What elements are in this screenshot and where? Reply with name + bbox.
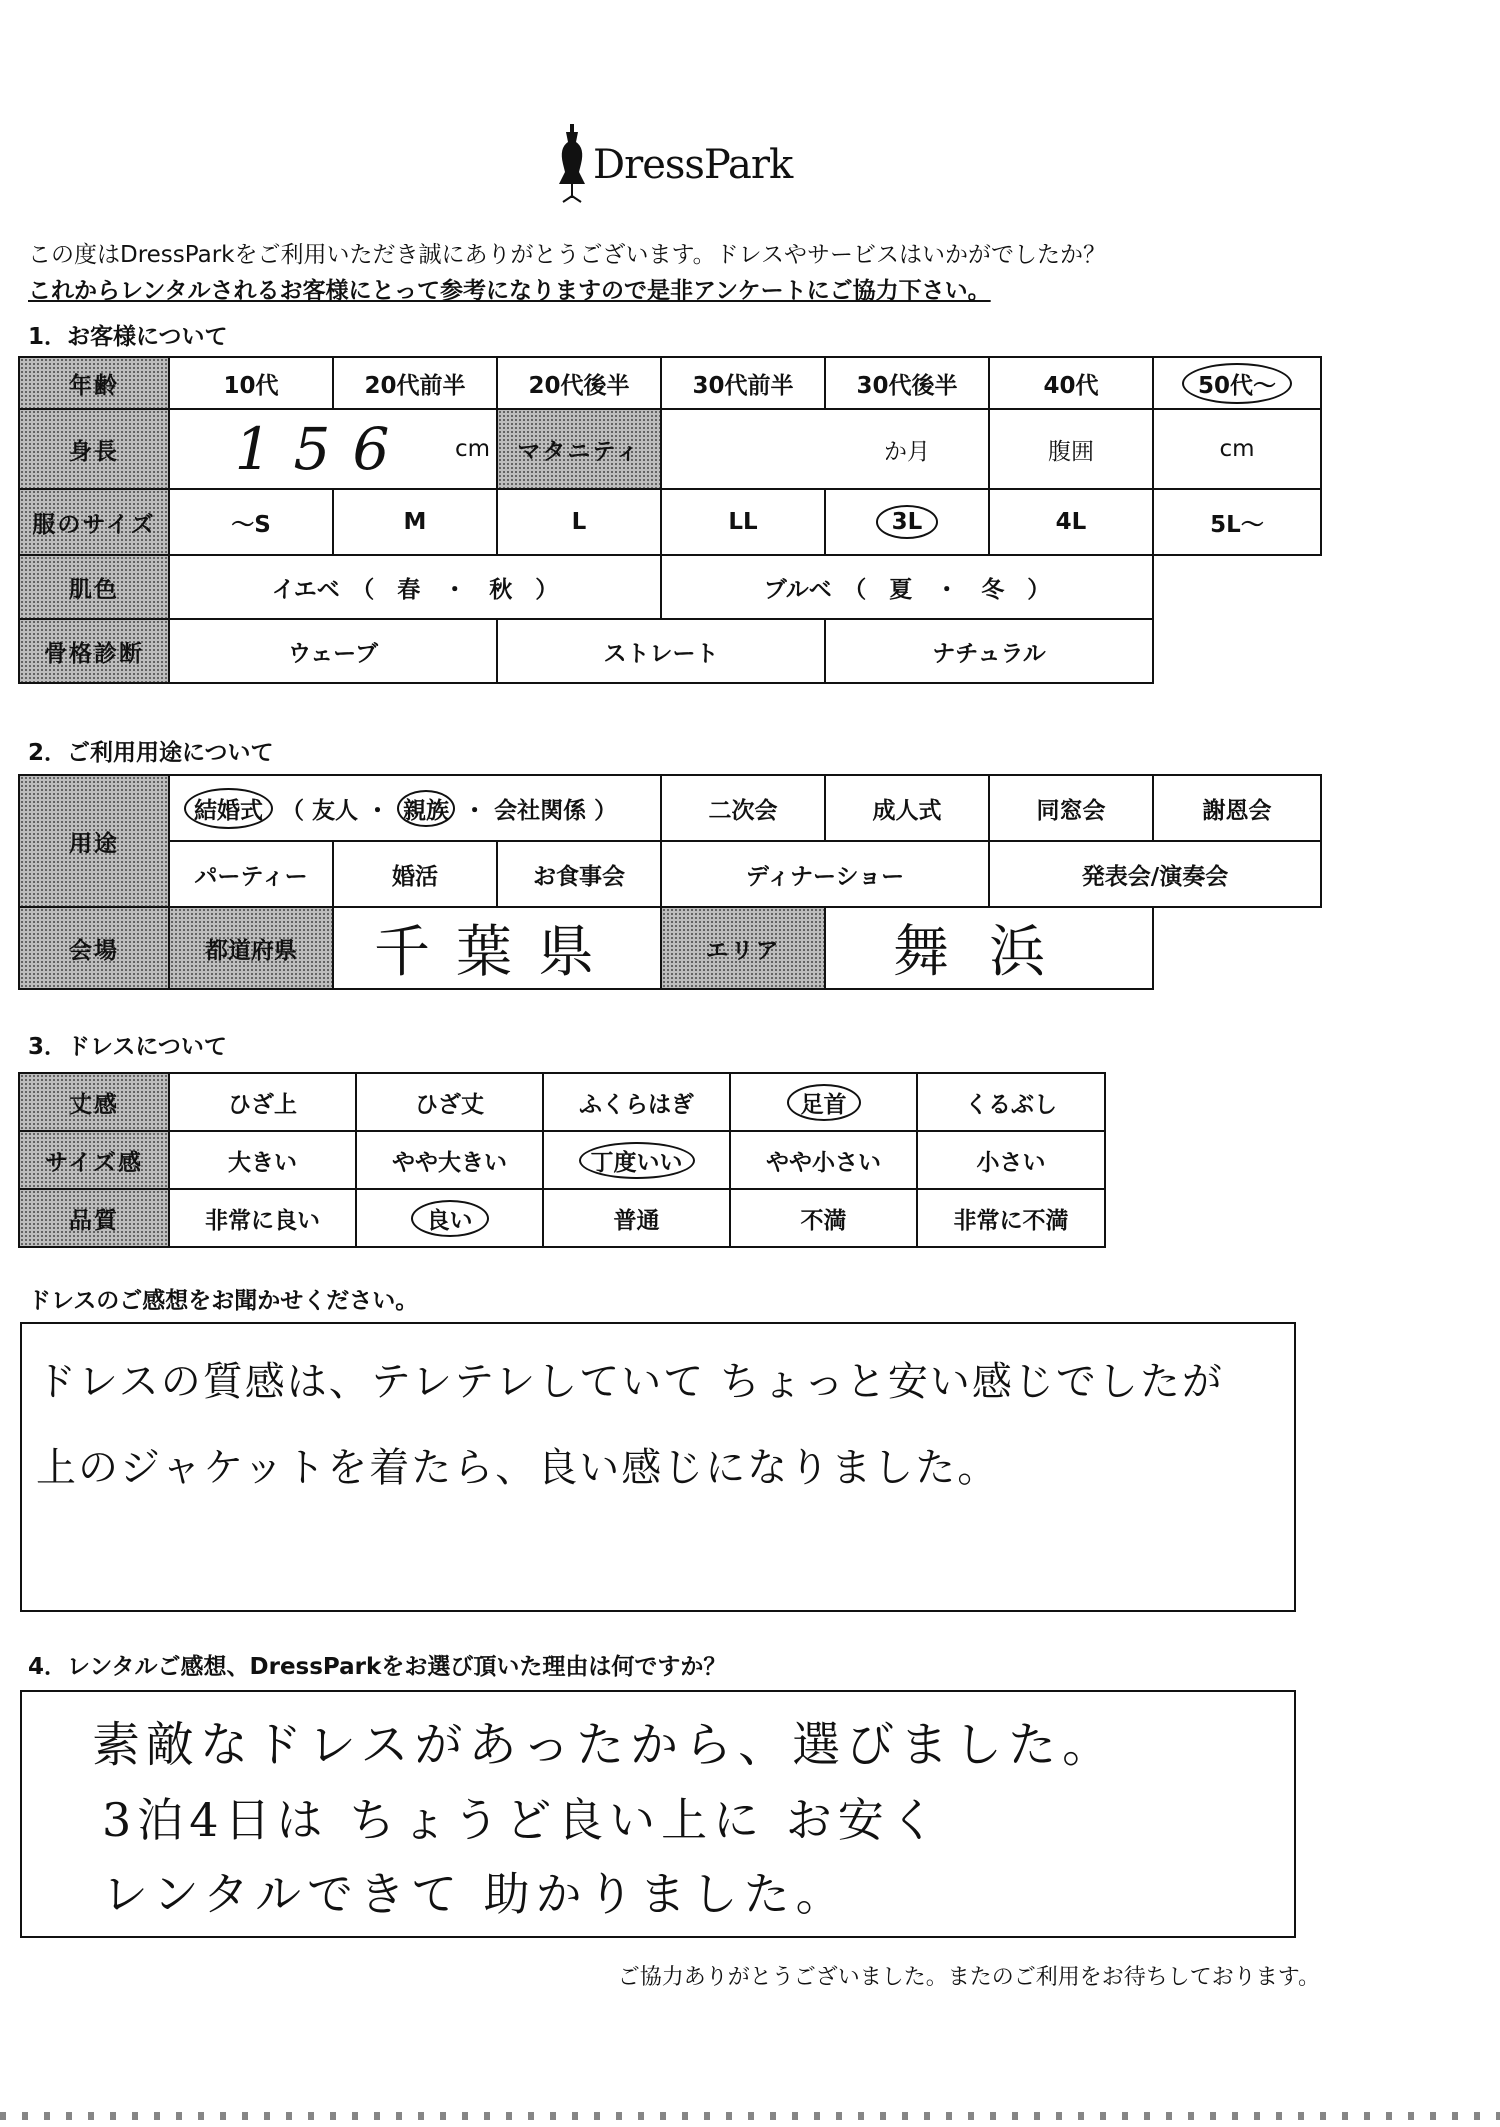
fit-option-slightly-small[interactable]: やや小さい: [730, 1131, 917, 1189]
purpose-dinner-show-option[interactable]: ディナーショー: [661, 841, 989, 907]
usage-table: [18, 774, 1322, 990]
fit-label: サイズ感: [19, 1131, 169, 1189]
wedding-separator-1: ・: [366, 797, 390, 824]
age-option-early-30s[interactable]: 30代前半: [661, 357, 825, 409]
age-option-50s-plus[interactable]: [1153, 357, 1321, 409]
impression-title: ドレスのご感想をお聞かせください。: [28, 1288, 419, 1314]
frame-option-wave[interactable]: ウェーブ: [169, 619, 497, 683]
age-selected-mark: 50代～: [1182, 363, 1292, 404]
reason-line-3: レンタルできて 助かりました。: [102, 1867, 848, 1921]
purpose-label: 用途: [19, 775, 169, 907]
impression-line-2: 上のジャケットを着たら、良い感じになりました。: [36, 1445, 1000, 1491]
waist-label: 腹囲: [989, 409, 1153, 489]
intro-request: これからレンタルされるお客様にとって参考になりますので是非アンケートにご協力下さい。: [28, 278, 991, 304]
size-option-5l[interactable]: 5L～: [1153, 489, 1321, 555]
reason-line-1: 素敵なドレスがあったから、選びました。: [92, 1717, 1117, 1773]
section2-title: 2．ご利用用途について: [28, 740, 274, 766]
fit-option-small[interactable]: 小さい: [917, 1131, 1105, 1189]
size-row: [19, 489, 1321, 555]
age-label: 年齢: [19, 357, 169, 409]
size-selected-mark: 3L: [876, 505, 939, 539]
wedding-separator-2: ・: [463, 797, 487, 824]
section3-title: 3．ドレスについて: [28, 1034, 227, 1060]
length-label: 丈感: [19, 1073, 169, 1131]
reason-answer-box[interactable]: [20, 1690, 1296, 1938]
wedding-family-selected-mark[interactable]: 親族: [397, 790, 455, 827]
length-option-above-knee[interactable]: ひざ上: [169, 1073, 356, 1131]
reason-line-2: 3泊4日は ちょうど良い上に お安く: [102, 1793, 942, 1847]
skin-row: [19, 555, 1321, 619]
purpose-dinner-option[interactable]: お食事会: [497, 841, 661, 907]
length-option-ankle[interactable]: [730, 1073, 917, 1131]
area-field[interactable]: [825, 907, 1153, 989]
frame-option-natural[interactable]: ナチュラル: [825, 619, 1153, 683]
impression-line-1: ドレスの質感は、テレテレしていて ちょっと安い感じでしたが: [36, 1359, 1224, 1405]
fit-option-just-right[interactable]: [543, 1131, 730, 1189]
size-option-3l[interactable]: [825, 489, 989, 555]
age-option-40s[interactable]: 40代: [989, 357, 1153, 409]
skin-yellow-option[interactable]: イエベ （ 春 ・ 秋 ）: [169, 555, 661, 619]
section1-title: 1．お客様について: [28, 324, 228, 350]
area-value: 舞浜: [893, 920, 1085, 985]
wedding-friend-option[interactable]: 友人: [312, 797, 359, 824]
frame-label: 骨格診断: [19, 619, 169, 683]
quality-option-very-unsatisfied[interactable]: 非常に不満: [917, 1189, 1105, 1247]
skin-label: 肌色: [19, 555, 169, 619]
size-label: 服のサイズ: [19, 489, 169, 555]
quality-option-good[interactable]: [356, 1189, 543, 1247]
frame-option-straight[interactable]: ストレート: [497, 619, 825, 683]
dress-form-icon: [555, 124, 589, 204]
age-option-late-30s[interactable]: 30代後半: [825, 357, 989, 409]
intro-text: この度はDressParkをご利用いただき誠にありがとうございます。ドレスやサービスはいかがでしたか？: [28, 242, 1106, 268]
length-option-calf[interactable]: ふくらはぎ: [543, 1073, 730, 1131]
quality-row: [19, 1189, 1105, 1247]
fit-row: [19, 1131, 1105, 1189]
size-option-l[interactable]: L: [497, 489, 661, 555]
height-row: [19, 409, 1321, 489]
quality-option-average[interactable]: 普通: [543, 1189, 730, 1247]
purpose-coming-of-age-option[interactable]: 成人式: [825, 775, 989, 841]
section4-title: 4．レンタルご感想、DressParkをお選び頂いた理由は何ですか？: [28, 1654, 727, 1680]
wedding-close-paren: ）: [594, 797, 618, 824]
waist-field[interactable]: [1153, 409, 1321, 489]
wedding-open-paren: （: [281, 797, 305, 824]
prefecture-value: 千葉県: [374, 920, 620, 985]
height-value: 156: [234, 415, 412, 483]
height-label: 身長: [19, 409, 169, 489]
maternity-unit: か月: [884, 438, 930, 465]
age-option-early-20s[interactable]: 20代前半: [333, 357, 497, 409]
fit-selected-mark: 丁度いい: [579, 1142, 695, 1179]
dresspark-logo: [555, 120, 793, 210]
purpose-wedding-option[interactable]: [169, 775, 661, 841]
venue-label: 会場: [19, 907, 169, 989]
length-option-knee[interactable]: ひざ丈: [356, 1073, 543, 1131]
length-option-malleolus[interactable]: くるぶし: [917, 1073, 1105, 1131]
prefecture-label: 都道府県: [169, 907, 333, 989]
waist-unit: cm: [1219, 436, 1255, 462]
dress-table: [18, 1072, 1106, 1248]
size-option-ll[interactable]: LL: [661, 489, 825, 555]
purpose-reunion-option[interactable]: 同窓会: [989, 775, 1153, 841]
height-unit: cm: [454, 436, 490, 462]
area-label: エリア: [661, 907, 825, 989]
age-option-10s[interactable]: 10代: [169, 357, 333, 409]
length-selected-mark: 足首: [787, 1084, 861, 1121]
purpose-row-2: [19, 841, 1321, 907]
quality-selected-mark: 良い: [411, 1200, 489, 1237]
age-option-late-20s[interactable]: 20代後半: [497, 357, 661, 409]
venue-row: [19, 907, 1321, 989]
wedding-selected-mark: 結婚式: [184, 788, 273, 829]
purpose-thanks-party-option[interactable]: 謝恩会: [1153, 775, 1321, 841]
closing-message: ご協力ありがとうございました。またのご利用をお待ちしております。: [617, 1965, 1320, 1990]
quality-option-unsatisfied[interactable]: 不満: [730, 1189, 917, 1247]
age-row: [19, 357, 1321, 409]
maternity-field[interactable]: [661, 409, 989, 489]
purpose-row-1: [19, 775, 1321, 841]
size-option-m[interactable]: M: [333, 489, 497, 555]
quality-label: 品質: [19, 1189, 169, 1247]
wedding-company-option[interactable]: 会社関係: [494, 797, 587, 824]
fit-option-slightly-large[interactable]: やや大きい: [356, 1131, 543, 1189]
size-option-s[interactable]: ～S: [169, 489, 333, 555]
purpose-afterparty-option[interactable]: 二次会: [661, 775, 825, 841]
length-row: [19, 1073, 1105, 1131]
maternity-label: マタニティ: [497, 409, 661, 489]
purpose-party-option[interactable]: パーティー: [169, 841, 333, 907]
prefecture-field[interactable]: [333, 907, 661, 989]
height-field[interactable]: [169, 409, 497, 489]
brand-name: DressPark: [593, 142, 793, 188]
customer-table: [18, 356, 1322, 684]
skin-blue-option[interactable]: ブルベ （ 夏 ・ 冬 ）: [661, 555, 1153, 619]
purpose-konkatsu-option[interactable]: 婚活: [333, 841, 497, 907]
impression-answer-box[interactable]: [20, 1322, 1296, 1612]
fit-option-large[interactable]: 大きい: [169, 1131, 356, 1189]
size-option-4l[interactable]: 4L: [989, 489, 1153, 555]
frame-row: [19, 619, 1321, 683]
scan-edge-noise: [0, 2112, 1500, 2120]
quality-option-very-good[interactable]: 非常に良い: [169, 1189, 356, 1247]
purpose-recital-option[interactable]: 発表会/演奏会: [989, 841, 1321, 907]
